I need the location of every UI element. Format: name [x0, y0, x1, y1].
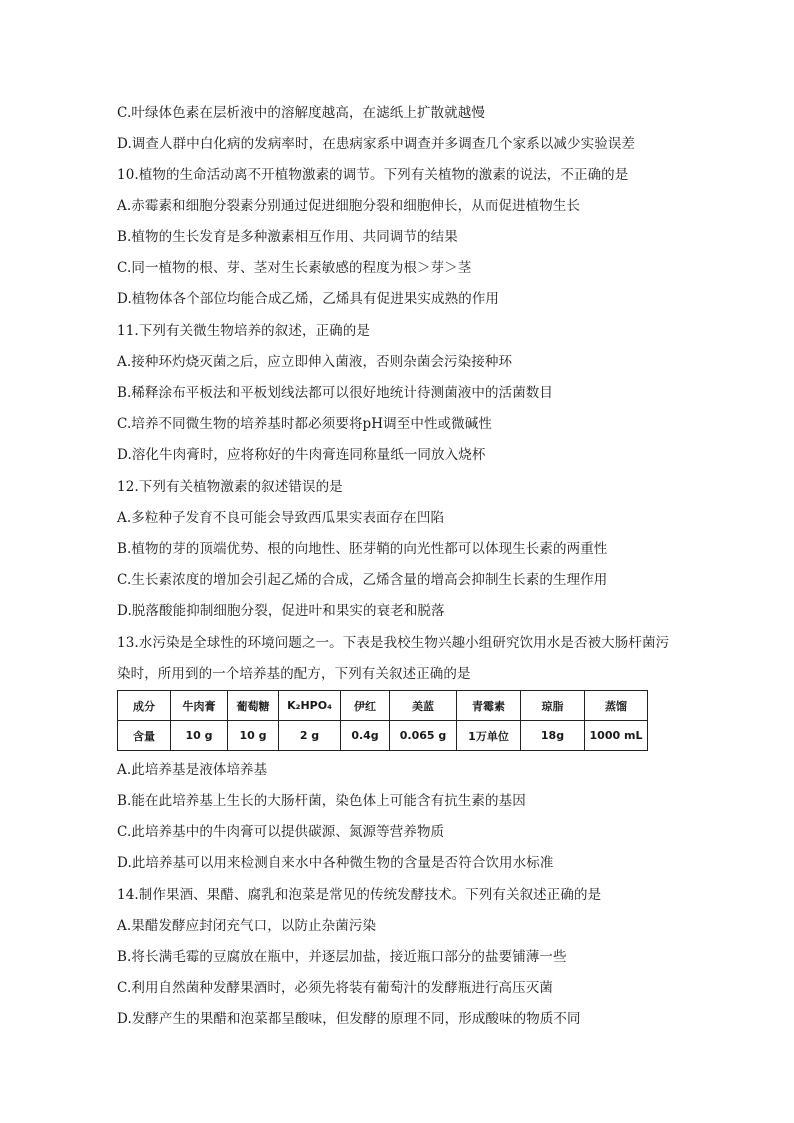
- table-cell: 0.065 g: [390, 721, 457, 751]
- table-cell: 伊红: [341, 691, 390, 721]
- table-row: [118, 721, 648, 751]
- option-12d: D.脱落酸能抑制细胞分裂，促进叶和果实的衰老和脱落: [117, 603, 445, 619]
- table-cell: 成分: [118, 691, 171, 721]
- option-11d: D.溶化牛肉膏时，应将称好的牛肉膏连同称量纸一同放入烧杯: [117, 447, 486, 463]
- table-cell: 10 g: [171, 721, 228, 751]
- table-cell: 牛肉膏: [171, 691, 228, 721]
- option-11c: C.培养不同微生物的培养基时都必须要将pH调至中性或微碱性: [117, 416, 492, 432]
- option-14a: A.果醋发酵应封闭充气口，以防止杂菌污染: [117, 918, 377, 934]
- table-cell: 蒸馏: [585, 691, 648, 721]
- table-cell: 青霉素: [457, 691, 521, 721]
- option-9d: D.调查人群中白化病的发病率时，在患病家系中调查并多调查几个家系以减少实验误差: [117, 136, 636, 152]
- option-11a: A.接种环灼烧灭菌之后，应立即伸入菌液，否则杂菌会污染接种环: [117, 354, 513, 370]
- question-14: 14.制作果酒、果醋、腐乳和泡菜是常见的传统发酵技术。下列有关叙述正确的是: [117, 887, 602, 903]
- option-13c: C.此培养基中的牛肉膏可以提供碳源、氮源等营养物质: [117, 824, 445, 840]
- option-11b: B.稀释涂布平板法和平板划线法都可以很好地统计待测菌液中的活菌数目: [117, 385, 554, 401]
- option-12c: C.生长素浓度的增加会引起乙烯的合成，乙烯含量的增高会抑制生长素的生理作用: [117, 572, 608, 588]
- option-10a: A.赤霉素和细胞分裂素分别通过促进细胞分裂和细胞伸长，从而促进植物生长: [117, 198, 581, 214]
- table-cell: 美蓝: [390, 691, 457, 721]
- table-cell: 琼脂: [521, 691, 585, 721]
- table-cell: 含量: [118, 721, 171, 751]
- option-13d: D.此培养基可以用来检测自来水中各种微生物的含量是否符合饮用水标准: [117, 855, 554, 871]
- option-13a: A.此培养基是液体培养基: [117, 762, 268, 778]
- table-cell: 18g: [521, 721, 585, 751]
- table-header-row: [118, 691, 648, 721]
- option-13b: B.能在此培养基上生长的大肠杆菌，染色体上可能含有抗生素的基因: [117, 793, 526, 809]
- option-14b: B.将长满毛霉的豆腐放在瓶中，并逐层加盐，接近瓶口部分的盐要铺薄一些: [117, 949, 567, 965]
- table-cell: 1000 mL: [585, 721, 648, 751]
- table-cell: 2 g: [279, 721, 341, 751]
- option-10d: D.植物体各个部位均能合成乙烯，乙烯具有促进果实成熟的作用: [117, 291, 500, 307]
- option-10b: B.植物的生长发育是多种激素相互作用、共同调节的结果: [117, 229, 458, 245]
- option-14c: C.利用自然菌种发酵果酒时，必须先将装有葡萄汁的发酵瓶进行高压灭菌: [117, 980, 553, 996]
- option-12b: B.植物的芽的顶端优势、根的向地性、胚芽鞘的向光性都可以体现生长素的两重性: [117, 541, 608, 557]
- question-12: 12.下列有关植物激素的叙述错误的是: [117, 479, 343, 495]
- question-11: 11.下列有关微生物培养的叙述，正确的是: [117, 323, 370, 339]
- table-cell: 10 g: [228, 721, 279, 751]
- table-cell: 葡萄糖: [228, 691, 279, 721]
- option-12a: A.多粒种子发育不良可能会导致西瓜果实表面存在凹陷: [117, 510, 445, 526]
- question-13-line2: 染时，所用到的一个培养基的配方，下列有关叙述正确的是: [117, 666, 471, 682]
- table-cell: 1万单位: [457, 721, 521, 751]
- table-cell: 0.4g: [341, 721, 390, 751]
- question-10: 10.植物的生命活动离不开植物激素的调节。下列有关植物的激素的说法，不正确的是: [117, 167, 629, 183]
- option-10c: C.同一植物的根、芽、茎对生长素敏感的程度为根＞芽＞茎: [117, 260, 472, 276]
- table-cell: K₂HPO₄: [279, 691, 341, 721]
- option-9c: C.叶绿体色素在层析液中的溶解度越高，在滤纸上扩散就越慢: [117, 105, 485, 121]
- question-13-line1: 13.水污染是全球性的环境问题之一。下表是我校生物兴趣小组研究饮用水是否被大肠杆菌污: [117, 635, 670, 651]
- medium-recipe-table: [117, 690, 648, 751]
- option-14d: D.发酵产生的果醋和泡菜都呈酸味，但发酵的原理不同，形成酸味的物质不同: [117, 1011, 581, 1027]
